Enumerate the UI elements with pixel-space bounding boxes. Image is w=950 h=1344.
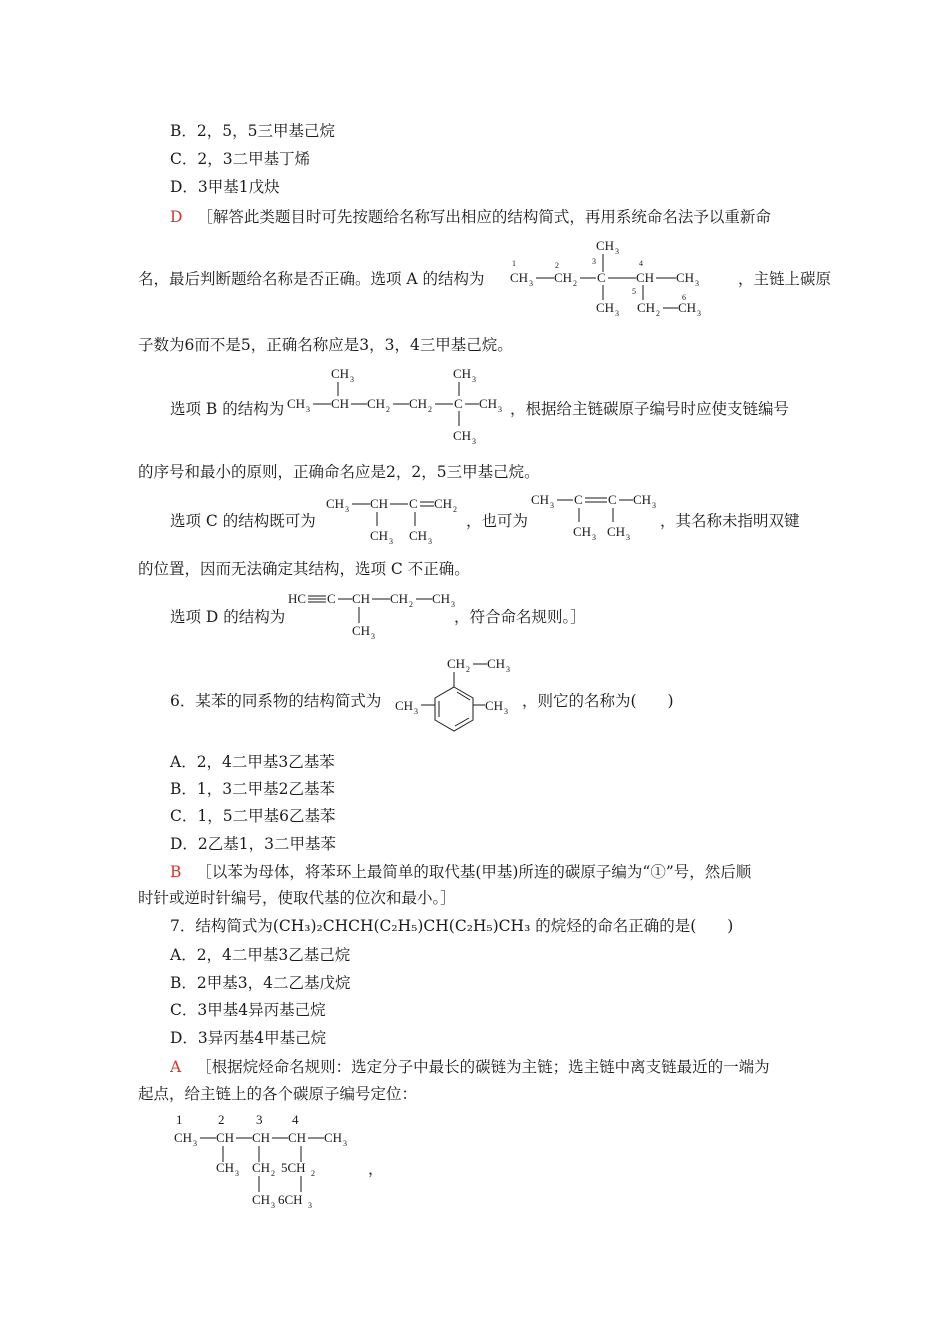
q5-exp-text6c: ，其名称未指明双键 <box>660 512 800 530</box>
q5-exp-text6b: ，也可为 <box>466 512 529 530</box>
svg-text:2: 2 <box>428 405 432 414</box>
svg-text:CH: CH <box>554 270 573 285</box>
q5-explanation-line6b <box>466 510 528 532</box>
q5-explanation-line1 <box>170 206 771 228</box>
svg-text:CH: CH <box>453 428 472 443</box>
svg-text:CH: CH <box>573 524 592 539</box>
svg-text:CH: CH <box>607 524 626 539</box>
q5-explanation-line5 <box>138 461 540 483</box>
q5-exp-text6a: 选项 C 的结构既可为 <box>170 512 316 530</box>
svg-text:C: C <box>574 492 583 507</box>
q5-exp-text3: 子数为6而不是5，正确名称应是3，3，4三甲基己烷。 <box>138 336 513 354</box>
svg-text:CH: CH <box>409 528 428 543</box>
svg-text:CH: CH <box>637 300 656 315</box>
svg-text:CH: CH <box>326 496 345 511</box>
q5-explanation-line7 <box>138 558 470 580</box>
svg-text:CH: CH <box>678 300 697 315</box>
svg-text:CH: CH <box>434 496 453 511</box>
svg-text:C: C <box>327 591 336 606</box>
svg-text:CH: CH <box>216 1160 235 1175</box>
svg-text:CH: CH <box>287 396 306 411</box>
atom-label: CH <box>596 238 615 253</box>
q6-option-a: A．2，4二甲基3乙基苯 <box>170 753 335 771</box>
svg-text:2: 2 <box>386 405 390 414</box>
q5-exp-text8a: 选项 D 的结构为 <box>170 608 286 626</box>
structure-q7-numbered <box>172 1108 392 1212</box>
q5-explanation-line6a <box>170 510 316 532</box>
q5-explanation-line6c <box>660 510 800 532</box>
q6-option-c: C．1，5二甲基6乙基苯 <box>170 807 336 825</box>
q7-explanation-comma: ， <box>368 1160 384 1178</box>
svg-text:2: 2 <box>656 309 660 318</box>
svg-text:2: 2 <box>409 600 413 609</box>
svg-text:HC: HC <box>288 591 307 606</box>
q5-explanation-line4a <box>170 398 284 420</box>
structure-option-d <box>288 587 468 643</box>
q5-explanation-line2b <box>738 268 831 290</box>
svg-text:CH: CH <box>636 270 655 285</box>
q5-explanation-line2 <box>138 268 485 290</box>
svg-text:3: 3 <box>343 1139 347 1148</box>
structure-option-b <box>287 360 537 450</box>
svg-text:CH: CH <box>409 396 428 411</box>
svg-text:C: C <box>409 496 418 511</box>
q5-explanation-line4b <box>510 398 789 420</box>
svg-text:CH: CH <box>174 1130 193 1145</box>
q5-exp-text2b: ，主链上碳原 <box>738 270 832 288</box>
q7-explanation-line2: 起点，给主链上的各个碳原子编号定位： <box>138 1085 418 1103</box>
svg-text:3: 3 <box>506 665 510 674</box>
q7-option-d: D．3异丙基4甲基己烷 <box>170 1029 327 1047</box>
svg-text:CH: CH <box>252 1130 271 1145</box>
svg-text:CH: CH <box>395 698 414 713</box>
svg-text:2: 2 <box>271 1169 275 1178</box>
svg-text:2: 2 <box>453 505 457 514</box>
structure-q6-benzene <box>395 652 525 744</box>
svg-text:2: 2 <box>218 1112 225 1127</box>
svg-text:3: 3 <box>414 707 418 716</box>
svg-text:3: 3 <box>697 309 701 318</box>
svg-text:3: 3 <box>451 600 455 609</box>
q5-answer: D <box>170 208 183 226</box>
q7-stem: 7．结构简式为(CH₃)₂CHCH(C₂H₅)CH(C₂H₅)CH₃ 的烷烃的命名正确的是( ) <box>170 917 734 935</box>
svg-text:CH: CH <box>485 698 504 713</box>
q7-exp-text1: ［根据烷烃命名规则：选定分子中最长的碳链为主链；选主链中离支链最近的一端为 <box>196 1058 770 1076</box>
svg-text:C: C <box>597 270 606 285</box>
svg-text:C: C <box>454 396 463 411</box>
svg-text:3: 3 <box>389 537 393 546</box>
q5-exp-text5: 的序号和最小的原则，正确命名应是2，2，5三甲基己烷。 <box>138 463 540 481</box>
q6-stem-text-b: ，则它的名称为( ) <box>522 692 674 710</box>
q5-exp-text7: 的位置，因而无法确定其结构，选项 C 不正确。 <box>138 560 470 578</box>
svg-text:CH: CH <box>352 591 371 606</box>
svg-text:3: 3 <box>345 505 349 514</box>
q6-stem-b <box>522 690 674 712</box>
svg-text:CH: CH <box>531 492 550 507</box>
svg-text:3: 3 <box>615 309 619 318</box>
svg-text:CH: CH <box>331 366 350 381</box>
svg-text:CH: CH <box>352 623 371 638</box>
svg-text:3: 3 <box>504 707 508 716</box>
svg-text:3: 3 <box>271 1201 275 1210</box>
svg-text:CH: CH <box>324 1130 343 1145</box>
svg-text:CH: CH <box>252 1160 271 1175</box>
q5-option-c: C．2，3二甲基丁烯 <box>170 150 311 168</box>
svg-text:3: 3 <box>256 1112 263 1127</box>
q6-explanation-line1 <box>170 861 751 883</box>
svg-text:3: 3 <box>428 537 432 546</box>
svg-text:CH: CH <box>390 591 409 606</box>
q5-option-d: D．3甲基1戊炔 <box>170 178 280 196</box>
svg-text:3: 3 <box>308 1201 312 1210</box>
svg-text:3: 3 <box>626 533 630 542</box>
svg-text:3: 3 <box>235 1169 239 1178</box>
svg-text:6CH: 6CH <box>278 1192 303 1207</box>
svg-text:CH: CH <box>676 270 695 285</box>
q5-option-b: B．2，5，5三甲基己烷 <box>170 122 335 140</box>
svg-text:CH: CH <box>487 656 506 671</box>
q7-option-c: C．3甲基4异丙基己烷 <box>170 1001 326 1019</box>
svg-text:3: 3 <box>652 501 656 510</box>
q6-stem-a <box>170 690 381 712</box>
svg-text:3: 3 <box>371 632 375 641</box>
svg-text:CH: CH <box>596 300 615 315</box>
svg-text:CH: CH <box>479 396 498 411</box>
svg-text:2: 2 <box>555 261 559 270</box>
svg-text:CH: CH <box>432 591 451 606</box>
structure-option-c1 <box>326 494 476 548</box>
svg-text:CH: CH <box>447 656 466 671</box>
svg-text:3: 3 <box>592 257 596 266</box>
svg-text:3: 3 <box>592 533 596 542</box>
q5-explanation-line8b <box>454 606 586 628</box>
svg-text:CH: CH <box>370 496 389 511</box>
q7-option-b: B．2甲基3，4二乙基戊烷 <box>170 974 351 992</box>
q5-exp-text4b: ，根据给主链碳原子编号时应使支链编号 <box>510 400 790 418</box>
svg-text:4: 4 <box>639 259 643 268</box>
svg-text:6: 6 <box>682 293 686 302</box>
q6-exp-text1: ［以苯为母体，将苯环上最简单的取代基(甲基)所连的碳原子编为“①”号，然后顺 <box>196 863 752 881</box>
svg-text:CH: CH <box>216 1130 235 1145</box>
svg-text:3: 3 <box>472 437 476 446</box>
svg-text:CH: CH <box>367 396 386 411</box>
svg-text:CH: CH <box>252 1192 271 1207</box>
q5-exp-text8b: ，符合命名规则。］ <box>454 608 586 626</box>
q5-explanation-line3 <box>138 334 513 356</box>
structure-option-c2 <box>531 490 671 544</box>
svg-text:3: 3 <box>350 375 354 384</box>
q7-option-a: A．2，4二甲基3乙基己烷 <box>170 946 351 964</box>
svg-text:3: 3 <box>695 279 699 288</box>
svg-text:2: 2 <box>311 1169 315 1178</box>
svg-text:CH: CH <box>331 396 350 411</box>
q7-explanation-line1 <box>170 1056 770 1078</box>
q6-option-b: B．1，3二甲基2乙基苯 <box>170 780 335 798</box>
q6-explanation-line2: 时针或逆时针编号，使取代基的位次和最小。］ <box>138 889 456 907</box>
svg-text:3: 3 <box>550 501 554 510</box>
svg-text:CH: CH <box>453 366 472 381</box>
svg-text:3: 3 <box>529 279 533 288</box>
svg-text:1: 1 <box>176 1112 183 1127</box>
svg-text:CH: CH <box>510 270 529 285</box>
q6-option-d: D．2乙基1，3二甲基苯 <box>170 835 337 853</box>
svg-text:3: 3 <box>306 405 310 414</box>
svg-text:CH: CH <box>288 1130 307 1145</box>
q6-answer: B <box>170 863 182 881</box>
svg-text:1: 1 <box>512 259 516 268</box>
svg-text:4: 4 <box>292 1112 299 1127</box>
q5-exp-text4a: 选项 B 的结构为 <box>170 400 285 418</box>
svg-text:CH: CH <box>370 528 389 543</box>
q5-exp-text1: ［解答此类题目时可先按题给名称写出相应的结构简式，再用系统命名法予以重新命 <box>197 208 771 226</box>
svg-text:2: 2 <box>466 665 470 674</box>
q7-answer: A <box>170 1058 182 1076</box>
svg-text:C: C <box>608 492 617 507</box>
svg-text:3: 3 <box>193 1139 197 1148</box>
svg-text:3: 3 <box>615 247 619 256</box>
svg-text:3: 3 <box>472 375 476 384</box>
svg-text:5CH: 5CH <box>281 1160 306 1175</box>
q5-exp-text2a: 名，最后判断题给名称是否正确。选项 A 的结构为 <box>138 270 485 288</box>
svg-text:5: 5 <box>632 287 636 296</box>
svg-text:2: 2 <box>573 279 577 288</box>
structure-option-a <box>508 232 733 322</box>
svg-text:3: 3 <box>498 405 502 414</box>
svg-text:CH: CH <box>633 492 652 507</box>
q5-explanation-line8a <box>170 606 285 628</box>
q6-stem-text-a: 6．某苯的同系物的结构简式为 <box>170 692 382 710</box>
